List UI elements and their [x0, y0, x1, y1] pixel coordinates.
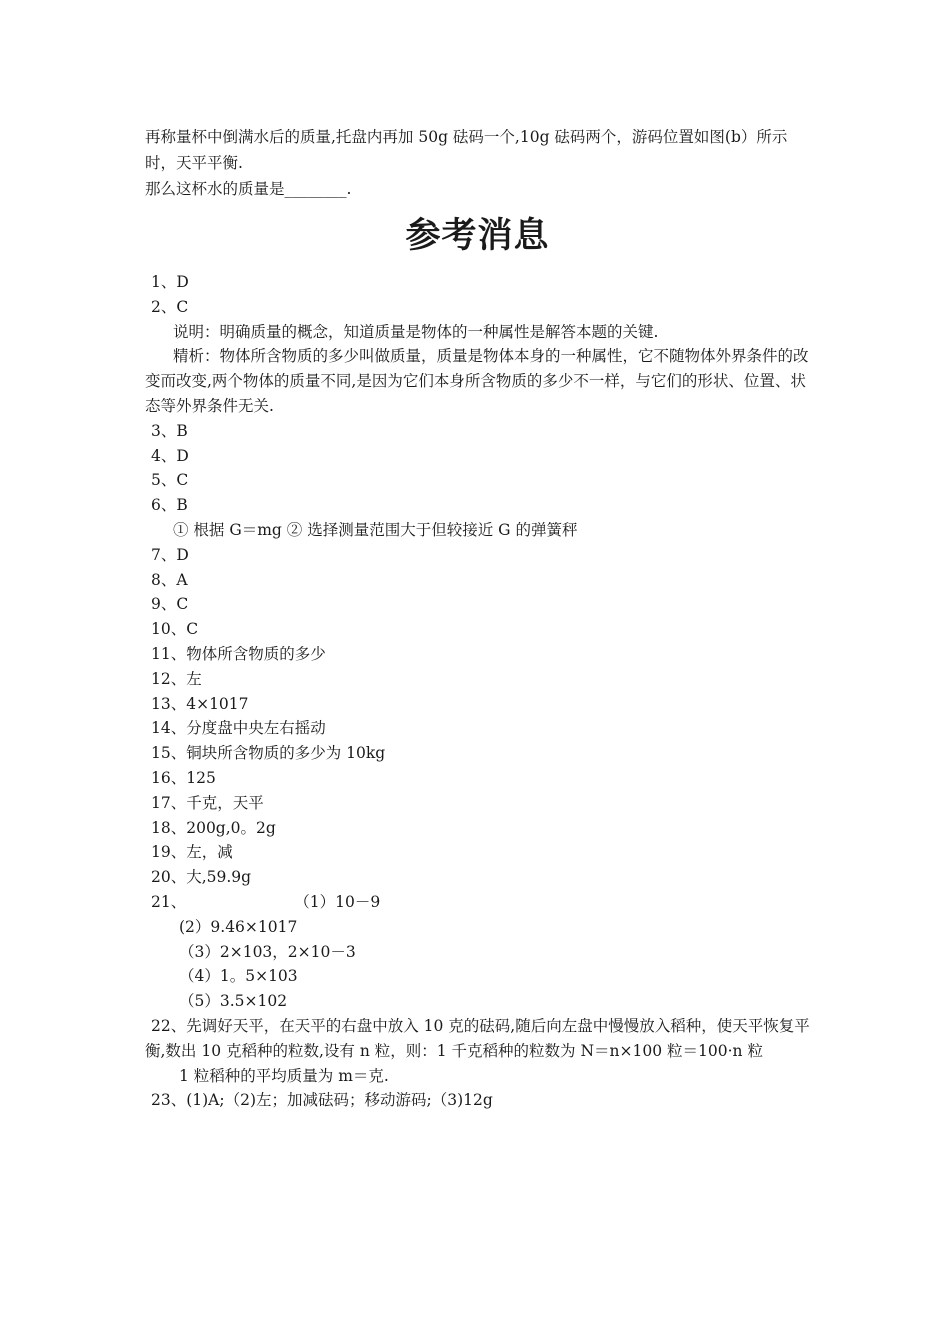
- answer-8: 8、A: [151, 570, 188, 589]
- answer-11: 11、物体所含物质的多少: [151, 644, 326, 663]
- answer-1: 1、D: [151, 273, 189, 291]
- answer-20: 20、大,59.9g: [151, 868, 252, 887]
- answer-21-part-4: （4）1。5×103: [179, 967, 298, 986]
- answer-21-part-5: （5）3.5×102: [179, 992, 288, 1011]
- answer-2-note: 说明：明确质量的概念，知道质量是物体的一种属性是解答本题的关键.: [173, 322, 659, 341]
- answer-6: 6、B: [151, 496, 188, 515]
- answer-21: [145, 890, 810, 915]
- answer-16: 16、125: [151, 768, 216, 787]
- answer-13: 13、4×1017: [151, 694, 249, 713]
- page-title: 参考消息: [405, 216, 550, 256]
- question-blank: 那么这杯水的质量是________.: [145, 180, 352, 198]
- answer-6-note: ① 根据 G＝mg ② 选择测量范围大于但较接近 G 的弹簧秤: [173, 520, 578, 539]
- answer-3: 3、B: [151, 421, 188, 440]
- answer-22: 22、先调好天平，在天平的右盘中放入 10 克的砝码,随后向左盘中慢慢放入稻种，使天平恢复平衡,数出 10 克稻种的粒数,设有 n 粒，则：1 千克稻种的粒数为 N＝n×100 粒＝100·n 粒: [145, 1016, 810, 1060]
- answer-23: 23、(1)A;（2)左；加减砝码；移动游码;（3)12g: [151, 1091, 493, 1110]
- answer-21-part-2: (2）9.46×1017: [179, 917, 298, 936]
- answer-14: 14、分度盘中央左右摇动: [151, 719, 326, 738]
- question-text: 再称量杯中倒满水后的质量,托盘内再加 50g 砝码一个,10g 砝码两个，游码位置如图(b）所示时，天平平衡.: [145, 128, 788, 172]
- answer-15: 15、铜块所含物质的多少为 10kg: [151, 744, 386, 763]
- answer-2-analysis: 精析：物体所含物质的多少叫做质量，质量是物体本身的一种属性，它不随物体外界条件的改变而改变,两个物体的质量不同,是因为它们本身所含物质的多少不一样，与它们的形状、位置、状态等外界条件无关.: [145, 347, 809, 415]
- answer-22-detail: 1 粒稻种的平均质量为 m＝克.: [179, 1066, 389, 1085]
- answer-21-part-1: （1）10－9: [294, 892, 381, 911]
- answer-4: 4、D: [151, 446, 189, 465]
- answer-17: 17、千克，天平: [151, 793, 264, 812]
- answer-10: 10、C: [151, 620, 199, 639]
- answer-21-number: 21、: [151, 892, 187, 911]
- answer-12: 12、左: [151, 669, 202, 688]
- question-tail: [145, 124, 810, 202]
- answer-7: 7、D: [151, 545, 189, 564]
- answer-5: 5、C: [151, 471, 189, 490]
- answer-2: 2、C: [151, 297, 189, 316]
- answer-18: 18、200g,0。2g: [151, 818, 276, 837]
- answer-9: 9、C: [151, 595, 189, 614]
- answer-21-part-3: （3）2×103，2×10－3: [179, 942, 356, 961]
- answer-list: [145, 270, 810, 1113]
- answer-19: 19、左，减: [151, 843, 233, 862]
- document-body: [145, 0, 810, 1113]
